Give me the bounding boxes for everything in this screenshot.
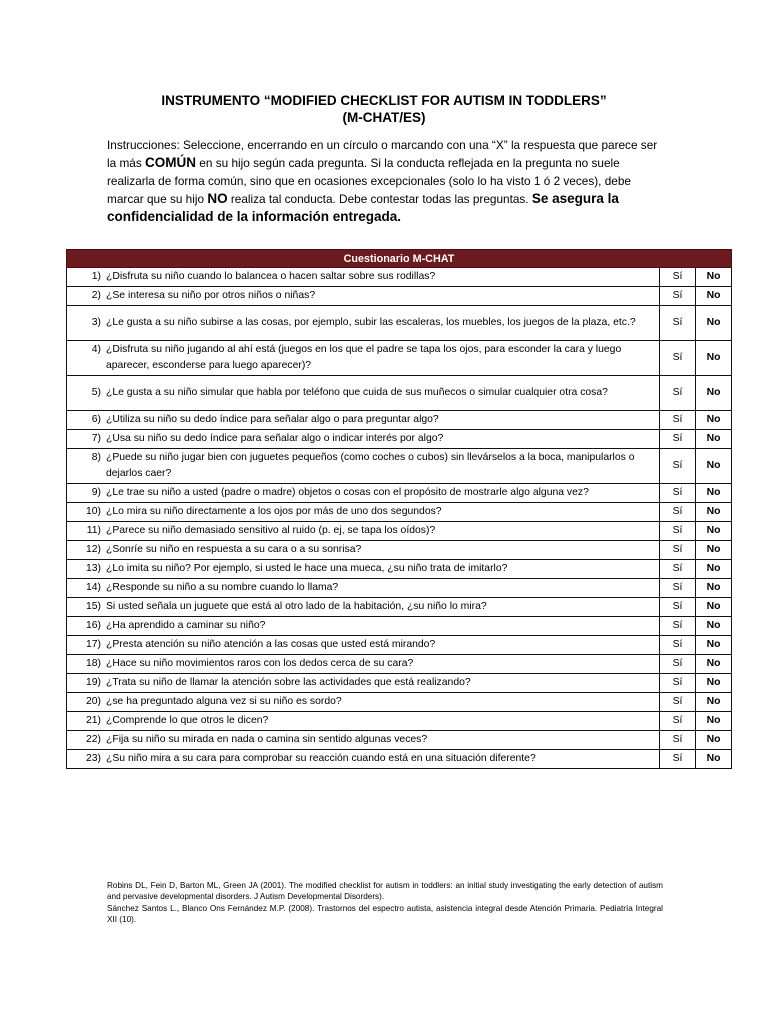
question-text: ¿Ha aprendido a caminar su niño? bbox=[106, 620, 266, 631]
answer-si-option[interactable]: Sí bbox=[660, 484, 696, 503]
question-cell bbox=[67, 750, 660, 769]
question-row bbox=[67, 693, 732, 712]
question-text: ¿Se interesa su niño por otros niños o niñas? bbox=[106, 290, 316, 301]
question-number: 10) bbox=[85, 506, 101, 517]
question-row bbox=[67, 287, 732, 306]
answer-no-option[interactable]: No bbox=[696, 341, 732, 376]
question-cell bbox=[67, 674, 660, 693]
answer-no-option[interactable]: No bbox=[696, 522, 732, 541]
question-cell bbox=[67, 579, 660, 598]
question-row bbox=[67, 617, 732, 636]
question-number: 23) bbox=[85, 753, 101, 764]
answer-si-option[interactable]: Sí bbox=[660, 287, 696, 306]
question-text: ¿Responde su niño a su nombre cuando lo llama? bbox=[106, 582, 339, 593]
question-row bbox=[67, 750, 732, 769]
question-row bbox=[67, 579, 732, 598]
answer-no-option[interactable]: No bbox=[696, 674, 732, 693]
answer-si-option[interactable]: Sí bbox=[660, 693, 696, 712]
question-number: 12) bbox=[85, 544, 101, 555]
answer-no-option[interactable]: No bbox=[696, 541, 732, 560]
answer-si-option[interactable]: Sí bbox=[660, 306, 696, 341]
question-cell bbox=[67, 731, 660, 750]
answer-si-option[interactable]: Sí bbox=[660, 712, 696, 731]
question-number: 19) bbox=[85, 677, 101, 688]
answer-no-option[interactable]: No bbox=[696, 655, 732, 674]
answer-no-option[interactable]: No bbox=[696, 636, 732, 655]
answer-no-option[interactable]: No bbox=[696, 598, 732, 617]
title-line-1: INSTRUMENTO “MODIFIED CHECKLIST FOR AUTISM IN TODDLERS” bbox=[161, 93, 607, 108]
question-row bbox=[67, 503, 732, 522]
question-text: ¿Utiliza su niño su dedo índice para señalar algo o para preguntar algo? bbox=[106, 414, 439, 425]
question-text: ¿Usa su niño su dedo índice para señalar algo o indicar interés por algo? bbox=[106, 433, 444, 444]
question-row bbox=[67, 411, 732, 430]
question-cell bbox=[67, 430, 660, 449]
question-number: 22) bbox=[85, 734, 101, 745]
question-cell bbox=[67, 598, 660, 617]
answer-no-option[interactable]: No bbox=[696, 430, 732, 449]
question-number: 17) bbox=[85, 639, 101, 650]
question-row bbox=[67, 522, 732, 541]
answer-no-option[interactable]: No bbox=[696, 411, 732, 430]
question-cell bbox=[67, 560, 660, 579]
instructions-text-2: en su hijo según cada pregunta. Si la conducta reflejada en la pregunta no suele realizarla de forma común, sino que en ocasiones excepcionales (solo lo ha visto 1 ó 2 veces), debe marcar que su hijo bbox=[107, 156, 631, 206]
answer-si-option[interactable]: Sí bbox=[660, 674, 696, 693]
references bbox=[107, 880, 663, 926]
question-number: 1) bbox=[91, 271, 101, 282]
question-number: 3) bbox=[91, 317, 101, 328]
answer-si-option[interactable]: Sí bbox=[660, 376, 696, 411]
question-text: ¿Le gusta a su niño subirse a las cosas, por ejemplo, subir las escaleras, los muebles, los juegos de la plaza, etc.? bbox=[106, 317, 636, 328]
question-number: 4) bbox=[91, 344, 101, 355]
answer-si-option[interactable]: Sí bbox=[660, 341, 696, 376]
questions-body bbox=[67, 268, 732, 769]
answer-no-option[interactable]: No bbox=[696, 449, 732, 484]
answer-no-option[interactable]: No bbox=[696, 376, 732, 411]
question-row bbox=[67, 376, 732, 411]
answer-no-option[interactable]: No bbox=[696, 712, 732, 731]
instructions-emphasis-comun: COMÚN bbox=[145, 155, 197, 170]
question-row bbox=[67, 341, 732, 376]
question-number: 16) bbox=[85, 620, 101, 631]
table-header-row bbox=[67, 250, 732, 268]
question-cell bbox=[67, 712, 660, 731]
question-cell bbox=[67, 268, 660, 287]
instructions-emphasis-confidentiality: Se asegura la confidencialidad de la información entregada. bbox=[107, 191, 619, 224]
answer-si-option[interactable]: Sí bbox=[660, 430, 696, 449]
question-cell bbox=[67, 693, 660, 712]
question-text: ¿Fija su niño su mirada en nada o camina sin sentido algunas veces? bbox=[106, 734, 428, 745]
question-row bbox=[67, 712, 732, 731]
answer-no-option[interactable]: No bbox=[696, 484, 732, 503]
question-text: ¿Disfruta su niño jugando al ahí está (juegos en los que el padre se tapa los ojos, para esconder la cara y luego aparecer, esconderse para luego aparecer)? bbox=[106, 344, 622, 371]
mchat-questionnaire-table bbox=[66, 249, 732, 769]
answer-no-option[interactable]: No bbox=[696, 268, 732, 287]
question-number: 7) bbox=[91, 433, 101, 444]
question-cell bbox=[67, 449, 660, 484]
question-cell bbox=[67, 306, 660, 341]
question-text: ¿se ha preguntado alguna vez si su niño es sordo? bbox=[106, 696, 342, 707]
question-number: 14) bbox=[85, 582, 101, 593]
answer-no-option[interactable]: No bbox=[696, 579, 732, 598]
question-number: 13) bbox=[85, 563, 101, 574]
question-number: 20) bbox=[85, 696, 101, 707]
table-header: Cuestionario M-CHAT bbox=[67, 250, 732, 268]
question-text: ¿Le trae su niño a usted (padre o madre) objetos o cosas con el propósito de mostrarle algo alguna vez? bbox=[106, 487, 589, 498]
answer-si-option[interactable]: Sí bbox=[660, 503, 696, 522]
answer-si-option[interactable]: Sí bbox=[660, 560, 696, 579]
question-cell bbox=[67, 541, 660, 560]
answer-si-option[interactable]: Sí bbox=[660, 579, 696, 598]
answer-si-option[interactable]: Sí bbox=[660, 541, 696, 560]
answer-si-option[interactable]: Sí bbox=[660, 522, 696, 541]
document-title bbox=[0, 92, 768, 126]
question-number: 9) bbox=[91, 487, 101, 498]
question-text: ¿Disfruta su niño cuando lo balancea o hacen saltar sobre sus rodillas? bbox=[106, 271, 436, 282]
answer-si-option[interactable]: Sí bbox=[660, 655, 696, 674]
question-cell bbox=[67, 484, 660, 503]
question-number: 18) bbox=[85, 658, 101, 669]
question-row bbox=[67, 674, 732, 693]
question-row bbox=[67, 655, 732, 674]
instructions-emphasis-no: NO bbox=[207, 191, 228, 206]
answer-si-option[interactable]: Sí bbox=[660, 731, 696, 750]
question-text: ¿Le gusta a su niño simular que habla por teléfono que cuida de sus muñecos o simular cualquier otra cosa? bbox=[106, 387, 608, 398]
question-number: 6) bbox=[91, 414, 101, 425]
question-row bbox=[67, 449, 732, 484]
question-cell bbox=[67, 522, 660, 541]
question-cell bbox=[67, 636, 660, 655]
question-number: 5) bbox=[91, 387, 101, 398]
question-row bbox=[67, 430, 732, 449]
question-text: ¿Trata su niño de llamar la atención sobre las actividades que está realizando? bbox=[106, 677, 471, 688]
question-cell bbox=[67, 287, 660, 306]
answer-no-option[interactable]: No bbox=[696, 287, 732, 306]
title-line-2: (M-CHAT/ES) bbox=[342, 110, 426, 125]
question-number: 21) bbox=[85, 715, 101, 726]
answer-no-option[interactable]: No bbox=[696, 617, 732, 636]
answer-si-option[interactable]: Sí bbox=[660, 268, 696, 287]
answer-no-option[interactable]: No bbox=[696, 560, 732, 579]
answer-no-option[interactable]: No bbox=[696, 306, 732, 341]
instructions-text-3: realiza tal conducta. Debe contestar todas las preguntas. bbox=[227, 192, 532, 206]
answer-no-option[interactable]: No bbox=[696, 503, 732, 522]
answer-no-option[interactable]: No bbox=[696, 731, 732, 750]
answer-si-option[interactable]: Sí bbox=[660, 449, 696, 484]
question-text: ¿Presta atención su niño atención a las cosas que usted está mirando? bbox=[106, 639, 436, 650]
question-text: ¿Su niño mira a su cara para comprobar su reacción cuando está en una situación diferente? bbox=[106, 753, 536, 764]
question-cell bbox=[67, 503, 660, 522]
question-cell bbox=[67, 655, 660, 674]
question-cell bbox=[67, 341, 660, 376]
question-text: ¿Sonríe su niño en respuesta a su cara o a su sonrisa? bbox=[106, 544, 362, 555]
question-row bbox=[67, 731, 732, 750]
question-row bbox=[67, 598, 732, 617]
answer-si-option[interactable]: Sí bbox=[660, 598, 696, 617]
question-row bbox=[67, 560, 732, 579]
instructions-text-1: Instrucciones: Seleccione, encerrando en un círculo o marcando con una “X” la respuesta que parece ser la más bbox=[107, 138, 658, 170]
question-number: 15) bbox=[85, 601, 101, 612]
question-text: ¿Lo mira su niño directamente a los ojos por más de uno dos segundos? bbox=[106, 506, 442, 517]
question-text: ¿Lo imita su niño? Por ejemplo, si usted le hace una mueca, ¿su niño trata de imitarlo? bbox=[106, 563, 508, 574]
question-text: Si usted señala un juguete que está al otro lado de la habitación, ¿su niño lo mira? bbox=[106, 601, 487, 612]
question-row bbox=[67, 541, 732, 560]
question-cell bbox=[67, 411, 660, 430]
question-text: ¿Puede su niño jugar bien con juguetes pequeños (como coches o cubos) sin llevárselos a la boca, manipularlos o dejarlos caer? bbox=[106, 452, 635, 479]
instructions-paragraph bbox=[107, 136, 665, 226]
answer-si-option[interactable]: Sí bbox=[660, 636, 696, 655]
question-cell bbox=[67, 617, 660, 636]
question-number: 8) bbox=[91, 452, 101, 463]
question-number: 2) bbox=[91, 290, 101, 301]
question-row bbox=[67, 306, 732, 341]
question-text: ¿Parece su niño demasiado sensitivo al ruido (p. ej, se tapa los oídos)? bbox=[106, 525, 436, 536]
question-text: ¿Hace su niño movimientos raros con los dedos cerca de su cara? bbox=[106, 658, 414, 669]
answer-si-option[interactable]: Sí bbox=[660, 750, 696, 769]
answer-si-option[interactable]: Sí bbox=[660, 411, 696, 430]
reference-1: Robins DL, Fein D, Barton ML, Green JA (2001). The modified checklist for autism in toddlers: an initial study investigating the early detection of autism and pervasive developmental disorders. J Autism Developmental Disorders). bbox=[107, 881, 663, 902]
question-number: 11) bbox=[86, 525, 101, 536]
question-row bbox=[67, 268, 732, 287]
answer-si-option[interactable]: Sí bbox=[660, 617, 696, 636]
question-row bbox=[67, 636, 732, 655]
reference-2: Sánchez Santos L., Blanco Ons Fernández M.P. (2008). Trastornos del espectro autista, asistencia integral desde Atención Primaria. Pediatría Integral XII (10). bbox=[107, 903, 663, 925]
answer-no-option[interactable]: No bbox=[696, 693, 732, 712]
question-cell bbox=[67, 376, 660, 411]
question-text: ¿Comprende lo que otros le dicen? bbox=[106, 715, 269, 726]
answer-no-option[interactable]: No bbox=[696, 750, 732, 769]
question-row bbox=[67, 484, 732, 503]
